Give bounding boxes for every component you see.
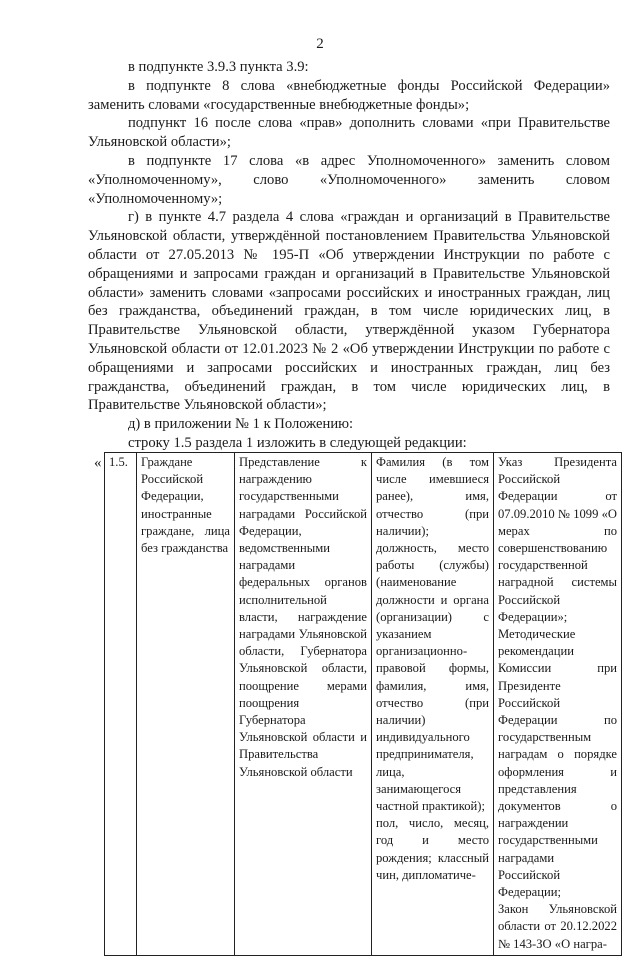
personal-data-item: должность, место работы (службы) (наименование должности и органа (организации) с указанием организационно-правовой формы, фамилия, имя, отчество (при наличии) индивидуального предпринимателя, лица, занимающегося частной практикой);: [376, 541, 489, 814]
document-body: [88, 58, 610, 453]
paragraph-row-intro: строку 1.5 раздела 1 изложить в следующей редакции:: [128, 434, 467, 451]
personal-data-item: пол, число, месяц, год и место рождения; классный чин, дипломатиче-: [376, 816, 489, 882]
legal-basis-cell: [494, 453, 622, 956]
row-1-5-table: [104, 452, 622, 956]
page-number: 2: [316, 36, 324, 52]
legal-basis-item: Указ Президента Российской Федерации от 07.09.2010 № 1099 «О мерах по совершенствованию государственной наградной системы Российской Федерации»;: [498, 455, 617, 624]
paragraph-subclause-8: в подпункте 8 слова «внебюджетные фонды Российской Федерации» заменить словами «государственные внебюджетные фонды»;: [88, 77, 610, 113]
legal-basis-item: Методические рекомендации Комиссии при Президенте Российской Федерации по государственным наградам о порядке оформления и представления документов о награждении государственными наградами Российской Федерации;: [498, 627, 617, 900]
actions-cell: Представление к награждению государственными наградами Российской Федерации, ведомственными наградами федеральных органов исполнительной власти, награждение наградами Ульяновской области, Губернатора Ульяновской области, поощрение мерами поощрения Губернатора Ульяновской области и Правительства Ульяновской области: [235, 453, 372, 956]
replacement-row-block: [82, 452, 622, 951]
table-row: [105, 453, 622, 956]
row-number-cell: 1.5.: [105, 453, 137, 956]
personal-data-cell: [372, 453, 494, 956]
paragraph-subclause-16: подпункт 16 после слова «прав» дополнить словами «при Правительстве Ульяновской области»;: [88, 115, 610, 151]
legal-basis-item: Закон Ульяновской области от 20.12.2022 № 143-ЗО «О награ-: [498, 902, 617, 951]
opening-quote-mark: «: [94, 455, 102, 471]
paragraph-item-d: д) в приложении № 1 к Положению:: [128, 416, 354, 433]
personal-data-item: Фамилия (в том числе имевшиеся ранее), имя, отчество (при наличии);: [376, 455, 489, 538]
recipients-cell: Граждане Российской Федерации, иностранные граждане, лица без гражданства: [137, 453, 235, 956]
paragraph-item-g: г) в пункте 4.7 раздела 4 слова «граждан и организаций в Правительстве Ульяновской области, утверждённой постановлением Правительства Ульяновской области от 27.05.2013 № 195-П «Об утверждении Инструкции по работе с обращениями и запросами граждан и организаций в Правительстве Ульяновской области» заменить словами «запросами российских и иностранных граждан, лиц без гражданства, объединений граждан, в том числе юридических лиц, в Правительстве Ульяновской области, утверждённой указом Губернатора Ульяновской области от 12.01.2023 № 2 «Об утверждении Инструкции по работе с обращениями и запросами российских и иностранных граждан, лиц без гражданства, объединений граждан, в том числе юридических лиц, в Правительстве Ульяновской области»;: [88, 209, 610, 414]
paragraph-subclause-17: в подпункте 17 слова «в адрес Уполномоченного» заменить словом «Уполномоченному», слово «Уполномоченного» заменить словом «Уполномоченному»;: [88, 152, 610, 207]
paragraph-subclause-3-9-3: в подпункте 3.9.3 пункта 3.9:: [128, 59, 309, 75]
